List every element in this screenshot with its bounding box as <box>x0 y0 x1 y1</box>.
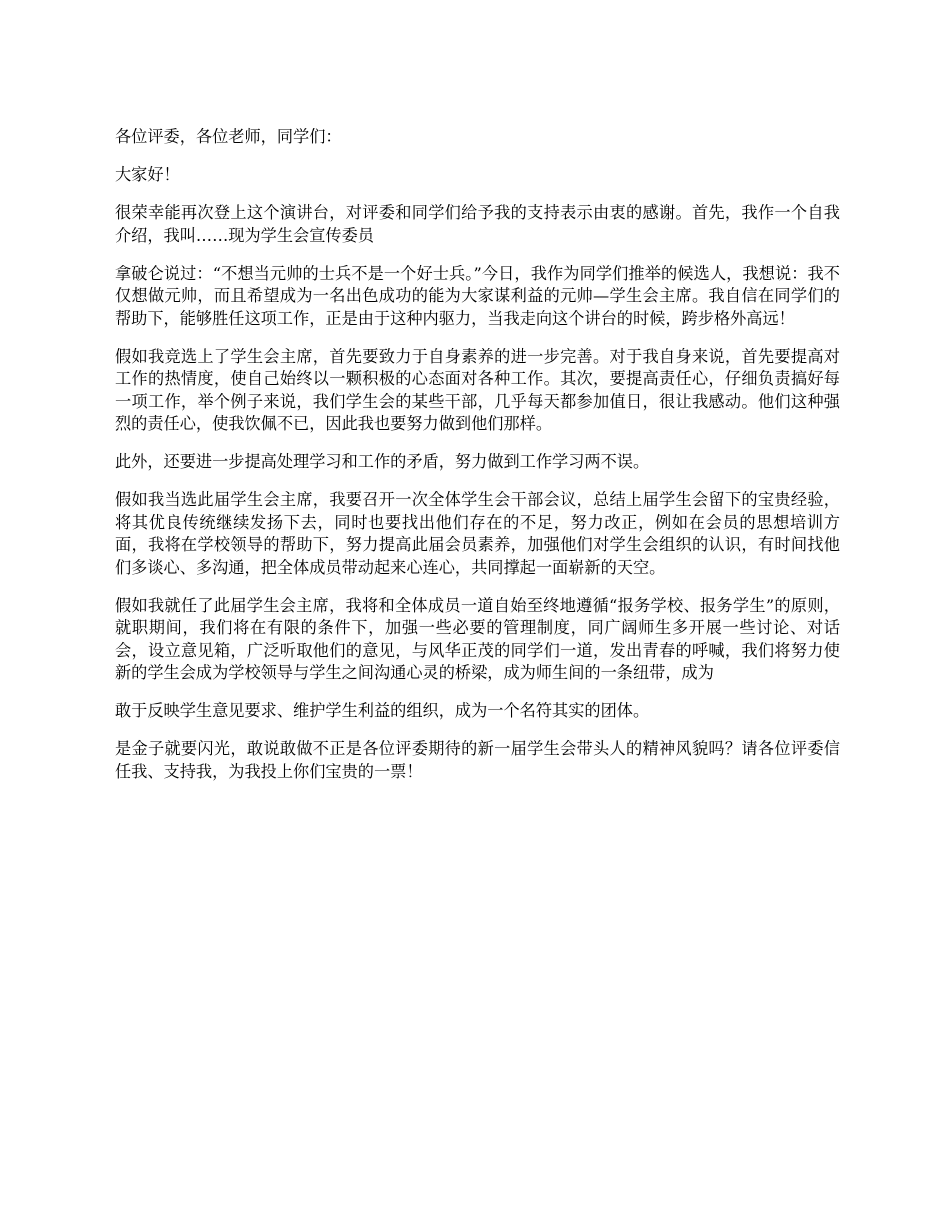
paragraph-service-principle: 假如我就任了此届学生会主席，我将和全体成员一道自始至终地遵循“报务学校、报务学生”的原则，就职期间，我们将在有限的条件下，加强一些必要的管理制度，同广阔师生多开展一些讨论、对话会，设立意见箱，广泛听取他们的意见，与风华正茂的同学们一道，发出青春的呼喊，我们将努力使新的学生会成为学校领导与学生之间沟通心灵的桥梁，成为师生间的一条纽带，成为 <box>115 595 840 682</box>
salutation: 各位评委，各位老师，同学们： <box>115 127 342 146</box>
paragraph-study-work-balance: 此外，还要进一步提高处理学习和工作的矛盾，努力做到工作学习两不误。 <box>115 452 650 471</box>
paragraph-meeting-plan: 假如我当选此届学生会主席，我要召开一次全体学生会干部会议，总结上届学生会留下的宝贵经验，将其优良传统继续发扬下去，同时也要找出他们存在的不足，努力改正，例如在会员的思想培训方面，我将在学校领导的帮助下，努力提高此届会员素养，加强他们对学生会组织的认识，有时间找他们多谈心、多沟通，把全体成员带动起来心连心，共同撑起一面崭新的天空。 <box>115 490 840 577</box>
paragraph-closing-appeal: 是金子就要闪光，敢说敢做不正是各位评委期待的新一届学生会带头人的精神风貌吗？请各位评委信任我、支持我，为我投上你们宝贵的一票！ <box>115 739 840 781</box>
paragraph-introduction: 很荣幸能再次登上这个演讲台，对评委和同学们给予我的支持表示由衷的感谢。首先，我作一个自我介绍，我叫……现为学生会宣传委员 <box>115 203 840 245</box>
document-body <box>115 126 840 799</box>
greeting: 大家好！ <box>115 165 180 184</box>
paragraph-organization-goal: 敢于反映学生意见要求、维护学生利益的组织，成为一个名符其实的团体。 <box>115 701 650 720</box>
paragraph-napoleon-quote: 拿破仑说过：“不想当元帅的士兵不是一个好士兵。”今日，我作为同学们推举的候选人，我想说：我不仅想做元帅，而且希望成为一名出色成功的能为大家谋利益的元帅—学生会主席。我自信在同学们的帮助下，能够胜任这项工作，正是由于这种内驱力，当我走向这个讲台的时候，跨步格外高远！ <box>115 263 840 328</box>
paragraph-self-improvement: 假如我竞选上了学生会主席，首先要致力于自身素养的进一步完善。对于我自身来说，首先要提高对工作的热情度，使自己始终以一颗积极的心态面对各种工作。其次，要提高责任心，仔细负责搞好每一项工作，举个例子来说，我们学生会的某些干部，几乎每天都参加值日，很让我感动。他们这种强烈的责任心，使我饮佩不已，因此我也要努力做到他们那样。 <box>115 346 840 433</box>
